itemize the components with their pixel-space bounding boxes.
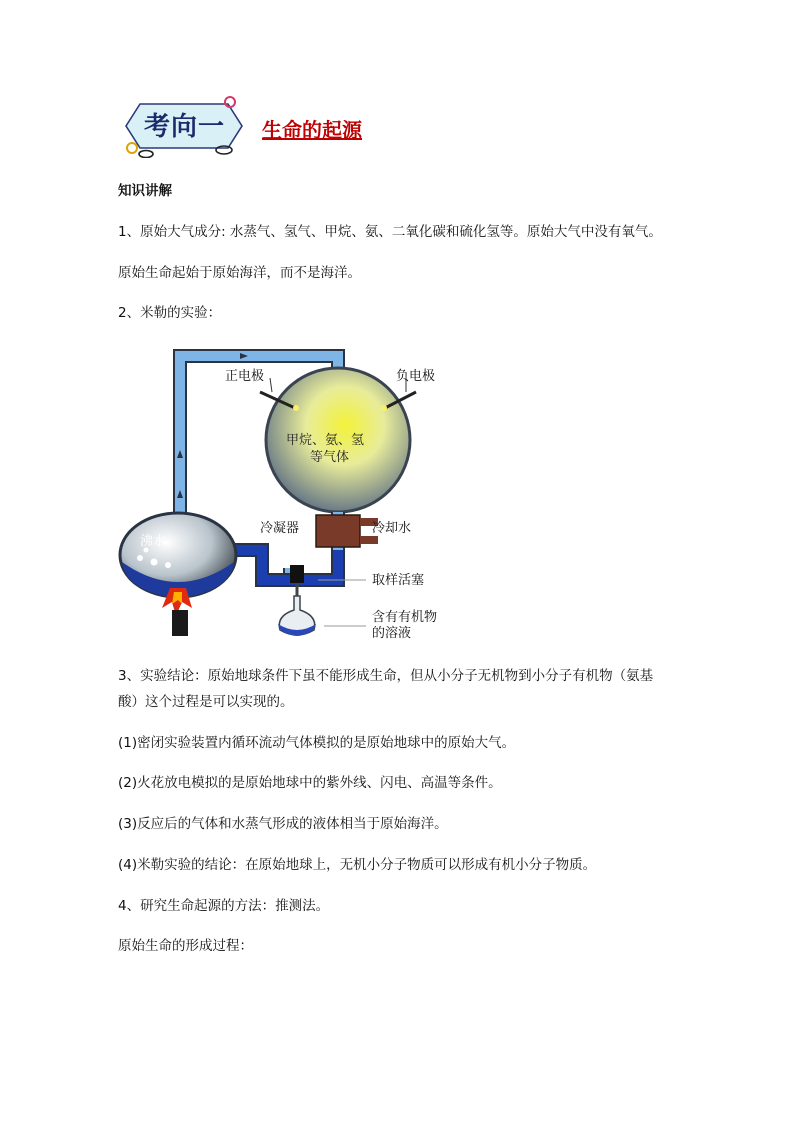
label-gas-line1: 甲烷、氨、氢 — [286, 433, 365, 448]
paragraph-6: (2)火花放电模拟的是原始地球中的紫外线、闪电、高温等条件。 — [118, 775, 502, 791]
label-negative-electrode: 负电极 — [396, 369, 436, 384]
section-title: 生命的起源 — [262, 118, 362, 142]
paragraph-10: 原始生命的形成过程： — [118, 938, 253, 954]
paragraph-8: (4)米勒实验的结论：在原始地球上，无机小分子物质可以形成有机小分子物质。 — [118, 857, 597, 873]
paragraph-9: 4、研究生命起源的方法：推测法。 — [118, 898, 330, 914]
heading-knowledge: 知识讲解 — [118, 183, 172, 199]
badge-label: 考向一 — [144, 112, 226, 142]
label-gas-line2: 等气体 — [310, 450, 350, 465]
paragraph-2: 原始生命起始于原始海洋，而不是海洋。 — [118, 265, 361, 281]
label-boiling-water: 沸水 — [140, 534, 167, 549]
label-sampling-valve: 取样活塞 — [372, 573, 425, 588]
paragraph-7: (3)反应后的气体和水蒸气形成的液体相当于原始海洋。 — [118, 816, 448, 832]
label-positive-electrode: 正电极 — [225, 369, 265, 384]
paragraph-1: 1、原始大气成分: 水蒸气、氢气、甲烷、氨、二氧化碳和硫化氢等。原始大气中没有氧气。 — [118, 224, 662, 240]
paragraph-5: (1)密闭实验装置内循环流动气体模拟的是原始地球中的原始大气。 — [118, 735, 516, 751]
paragraph-3: 2、米勒的实验： — [118, 305, 222, 321]
label-condenser: 冷凝器 — [260, 521, 300, 536]
section-badge — [118, 94, 250, 158]
label-solution-line1: 含有有机物 — [372, 610, 438, 625]
paragraph-4a: 3、实验结论：原始地球条件下虽不能形成生命，但从小分子无机物到小分子有机物（氨基 — [118, 668, 654, 684]
paragraph-4b: 酸）这个过程是可以实现的。 — [118, 694, 294, 710]
miller-experiment-diagram — [110, 340, 470, 640]
label-cooling-water: 冷却水 — [372, 521, 412, 536]
label-solution-line2: 的溶液 — [372, 626, 412, 640]
